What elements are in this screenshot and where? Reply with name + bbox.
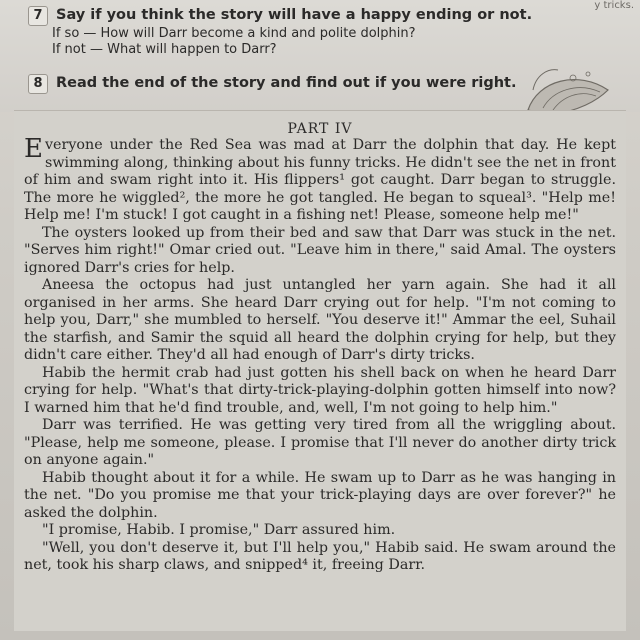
story-reading-box	[14, 110, 626, 631]
questions-section	[0, 0, 640, 112]
story-paragraph-2: The oysters looked up from their bed and saw that Darr was stuck in the net. "Serves him right!" Omar cried out. "Leave him in there," said Amal. The oysters ignored Darr's cries for help.	[24, 224, 616, 276]
story-paragraph-6: Habib thought about it for a while. He swam up to Darr as he was hanging in the net. "Do you promise me that your trick-playing days are over forever?" he asked the dolphin.	[24, 469, 616, 521]
story-text	[24, 134, 616, 575]
story-paragraph-4: Habib the hermit crab had just gotten his shell back on when he heard Darr crying for help. "What's that dirty-trick-playing-dolphin gotten himself into now? I warned him that he'd find trouble, and, well, I'm not going to help him."	[24, 364, 616, 416]
part-title: PART IV	[287, 121, 353, 137]
story-paragraph-1-text: veryone under the Red Sea was mad at Darr the dolphin that day. He kept swimming along, thinking about his funny tricks. He didn't see the net in front of him and swam right into it. His flippers¹ got caught. Darr began to struggle. The more he wiggled², the more he got tangled. He began to squeal³. "Help me! Help me! I'm stuck! I got caught in a fishing net! Please, someone help me!"	[24, 137, 616, 223]
question-7	[28, 6, 532, 26]
story-paragraph-3: Aneesa the octopus had just untangled her yarn again. She had it all organised in her arms. She heard Darr crying out for help. "I'm not coming to help you, Darr," she mumbled to herself. "You deserve it!" Ammar the eel, Suhail the starfish, and Samir the squid all heard the dolphin crying for help, but they didn't care either. They'd all had enough of Darr's dirty tricks.	[24, 277, 616, 363]
question-7-number: 7	[28, 6, 48, 26]
question-8-text: Read the end of the story and find out if you were right.	[56, 75, 517, 91]
drop-cap: E	[24, 134, 43, 164]
corner-text: y tricks.	[594, 0, 634, 11]
question-8	[28, 74, 517, 94]
question-7-if-so: If so — How will Darr become a kind and polite dolphin?	[52, 26, 416, 41]
story-paragraph-1	[24, 134, 616, 225]
question-7-text: Say if you think the story will have a happy ending or not.	[56, 7, 533, 23]
story-paragraph-7: "I promise, Habib. I promise," Darr assured him.	[42, 522, 396, 538]
question-7-if-not: If not — What will happen to Darr?	[52, 42, 277, 57]
story-paragraph-8: "Well, you don't deserve it, but I'll help you," Habib said. He swam around the net, took his sharp claws, and snipped⁴ it, freeing Darr.	[24, 539, 616, 573]
question-8-number: 8	[28, 74, 48, 94]
story-paragraph-5: Darr was terrified. He was getting very tired from all the wriggling about. "Please, help me someone, please. I promise that I'll never do another dirty trick on anyone again."	[24, 417, 616, 468]
